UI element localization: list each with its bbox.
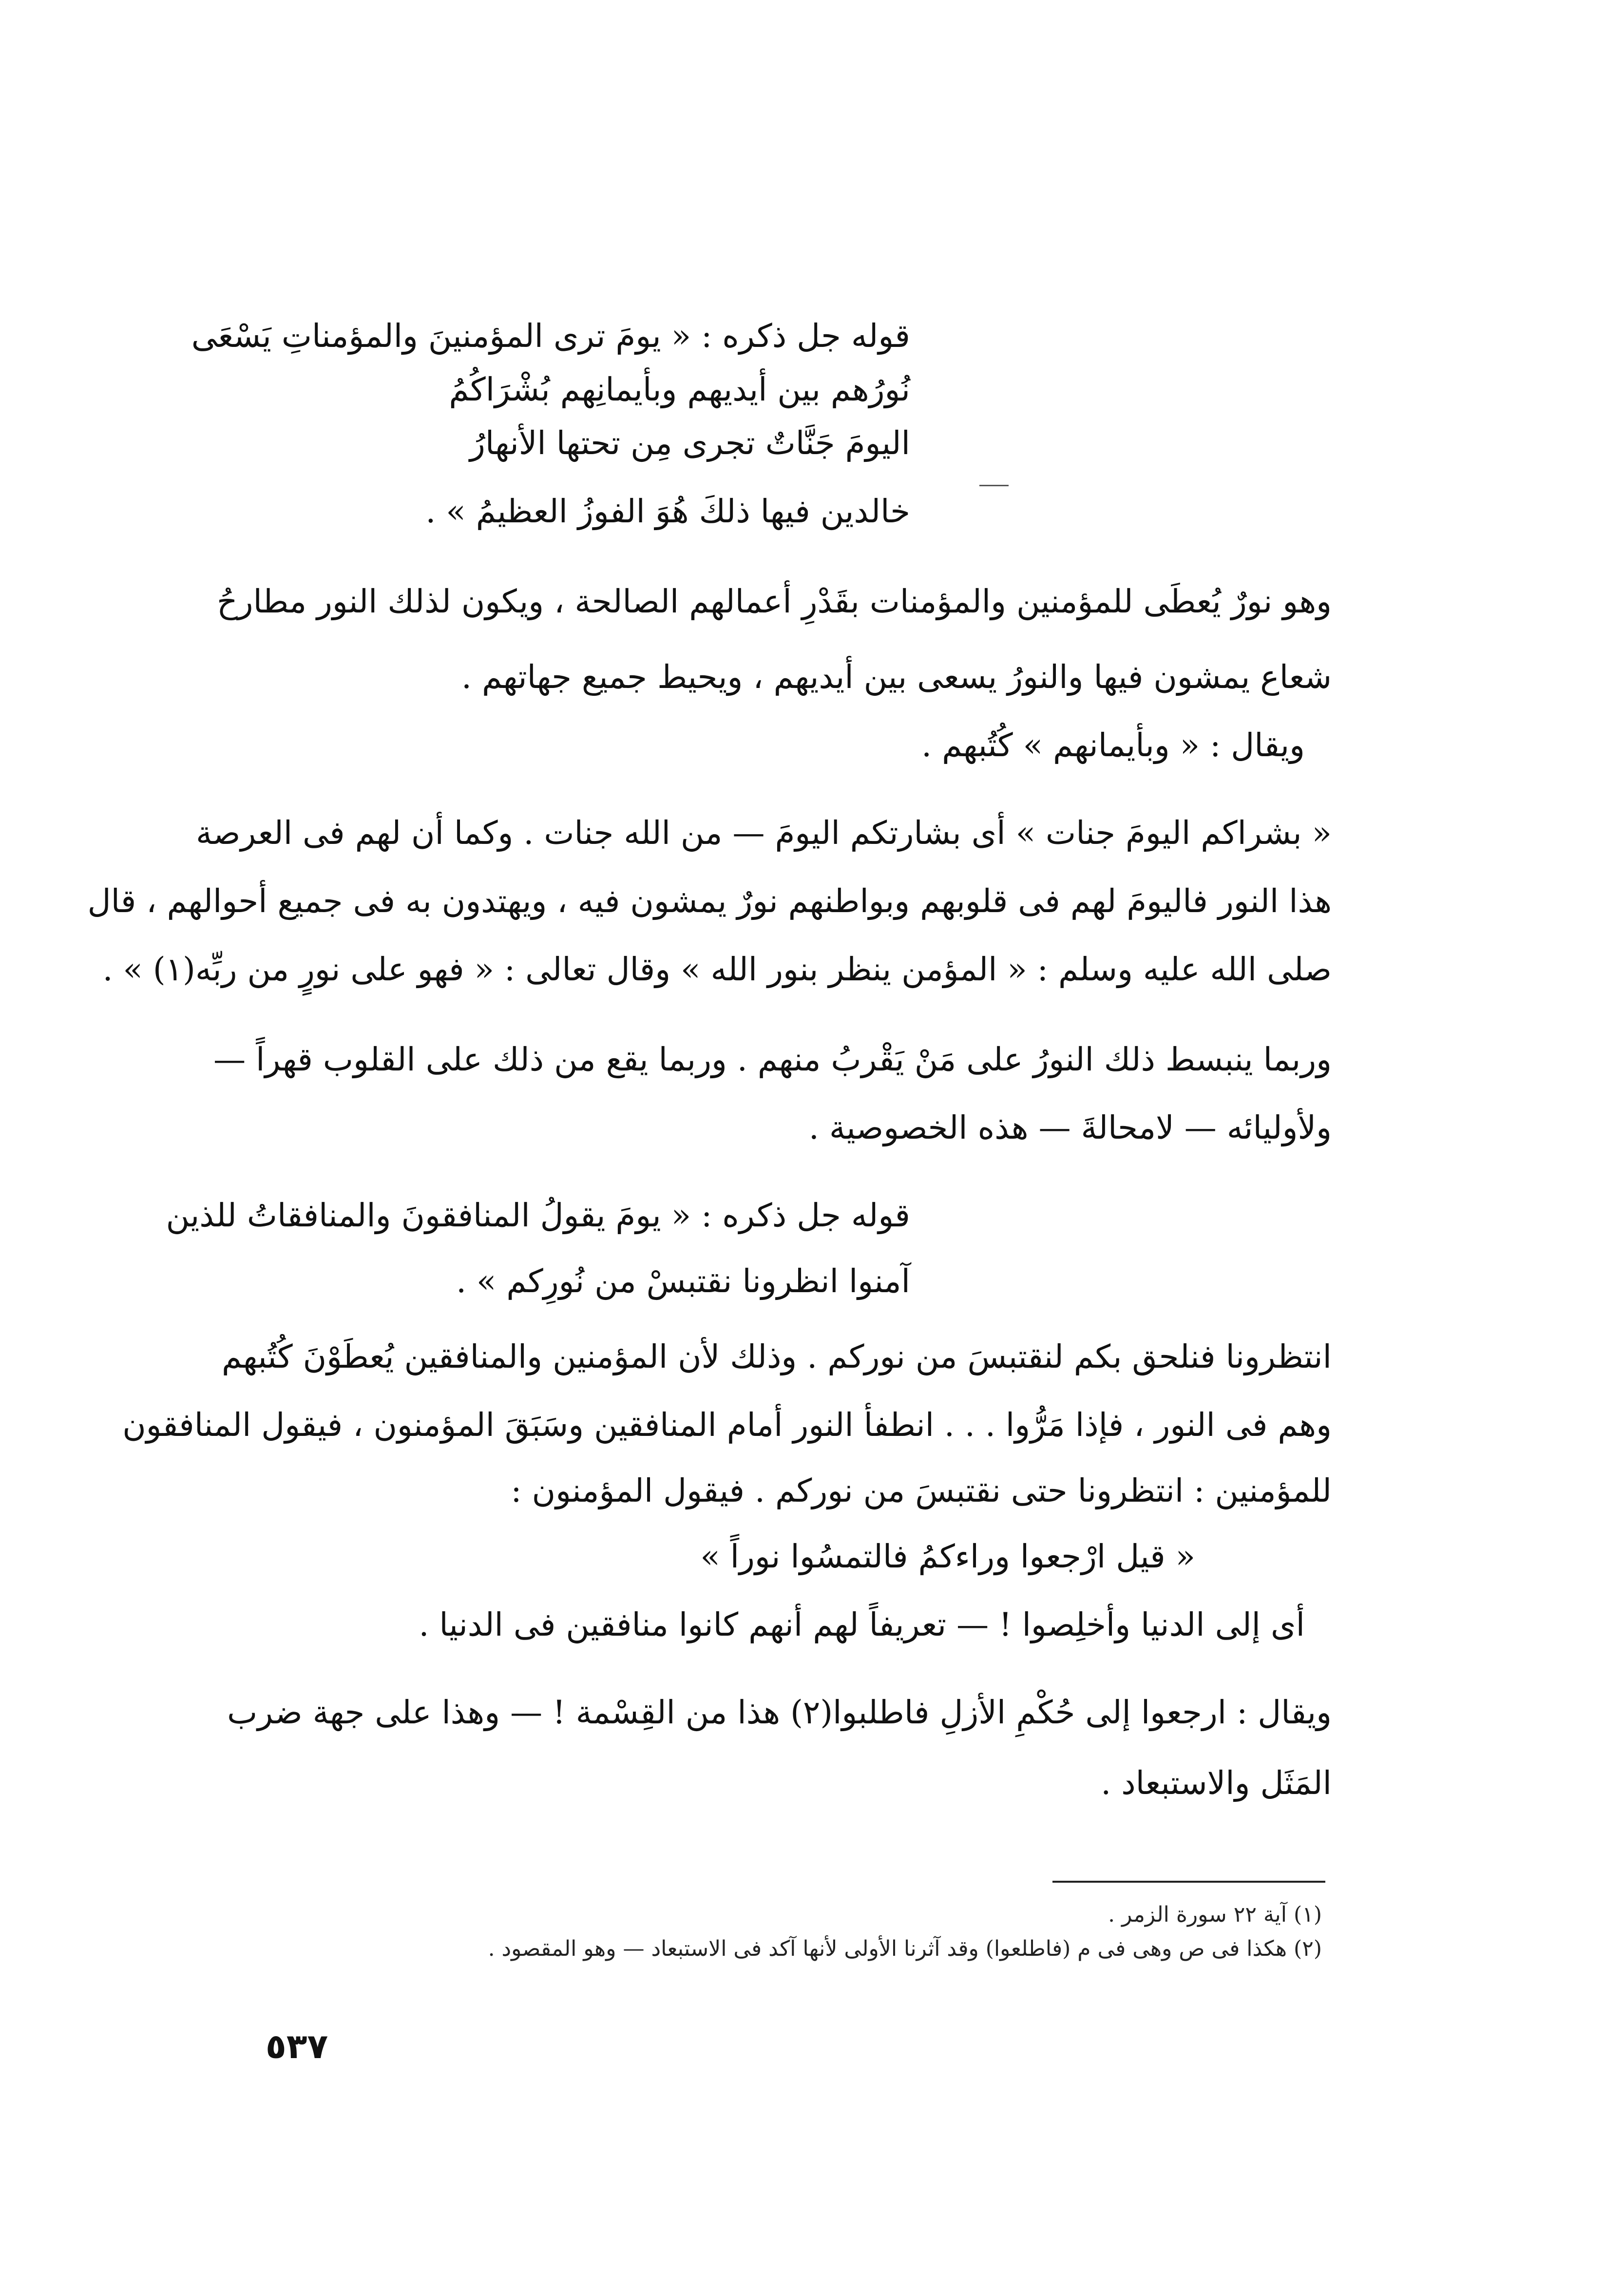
paragraph-line: انتظرونا فنلحق بكم لنقتبسَ من نوركم . وذلك لأن المؤمنين والمنافقين يُعطَوْنَ كُتُبهم — [222, 1338, 1332, 1375]
paragraph-line: صلى الله عليه وسلم : « المؤمن ينظر بنور الله » وقال تعالى : « فهو على نورٍ من ربِّه(١) » . — [102, 951, 1332, 988]
verse-line: اليومَ جَنَّاتٌ تجرى مِن تحتها الأنهارُ — [470, 424, 910, 462]
verse-line: خالدين فيها ذلكَ هُوَ الفوزُ العظيمُ » . — [425, 493, 910, 530]
paragraph-line: شعاع يمشون فيها والنورُ يسعى بين أيديهم ، ويحيط جميع جهاتهم . — [461, 658, 1332, 696]
page-number: ٥٣٧ — [266, 2026, 328, 2066]
verse-line: قوله جل ذكره : « يومَ يقولُ المنافقونَ والمنافقاتُ للذين — [166, 1197, 910, 1234]
verse-line: قوله جل ذكره : « يومَ ترى المؤمنينَ والمؤمناتِ يَسْعَى — [191, 317, 910, 355]
paragraph-line: المَثَل والاستبعاد . — [1101, 1764, 1332, 1802]
footnote: (٢) هكذا فى ص وهى فى م (فاطلعوا) وقد آثرنا الأولى لأنها آكد فى الاستبعاد — وهو المقصود . — [488, 1936, 1322, 1961]
paragraph-line: ويقال : « وبأيمانهم » كُتُبهم . — [921, 726, 1305, 764]
paragraph-line: للمؤمنين : انتظرونا حتى نقتبسَ من نوركم . فيقول المؤمنون : — [511, 1472, 1332, 1509]
paragraph-line: « بشراكم اليومَ جنات » أى بشارتكم اليومَ — من الله جنات . وكما أن لهم فى العرصة — [195, 814, 1332, 852]
footnote-rule — [1052, 1881, 1325, 1883]
verse-line: آمنوا انظرونا نقتبسْ من نُورِكم » . — [456, 1262, 910, 1300]
quoted-verse-line: « قيل ارْجعوا وراءكمُ فالتمسُوا نوراً » — [700, 1538, 1195, 1575]
paragraph-line: ويقال : ارجعوا إلى حُكْمِ الأزلِ فاطلبوا(٢) هذا من القِسْمة ! — وهذا على جهة ضرب — [227, 1694, 1332, 1731]
paragraph-line: أى إلى الدنيا وأخلِصوا ! — تعريفاً لهم أنهم كانوا منافقين فى الدنيا . — [419, 1606, 1305, 1643]
paragraph-line: وربما ينبسط ذلك النورُ على مَنْ يَقْربُ منهم . وربما يقع من ذلك على القلوب قهراً — — [213, 1041, 1332, 1078]
paragraph-line: وهم فى النور ، فإذا مَرُّوا . . . انطفأ النور أمام المنافقين وسَبَقَ المؤمنون ، فيقول المنافقون — [122, 1406, 1332, 1444]
paragraph-line: ولأوليائه — لامحالةَ — هذه الخصوصية . — [808, 1109, 1332, 1146]
footnote: (١) آية ٢٢ سورة الزمر . — [1108, 1902, 1322, 1927]
verse-line: نُورُهم بين أيديهم وبأيمانِهم بُشْرَاكُمُ — [449, 371, 910, 408]
paragraph-line: هذا النور فاليومَ لهم فى قلوبهم وبواطنهم نورٌ يمشون فيه ، ويهتدون به فى جميع أحوالهم ، قال — [87, 882, 1332, 920]
stray-mark — [979, 485, 1009, 486]
paragraph-line: وهو نورٌ يُعطَى للمؤمنين والمؤمنات بقَدْرِ أعمالهم الصالحة ، ويكون لذلك النور مطارحُ — [217, 583, 1332, 620]
